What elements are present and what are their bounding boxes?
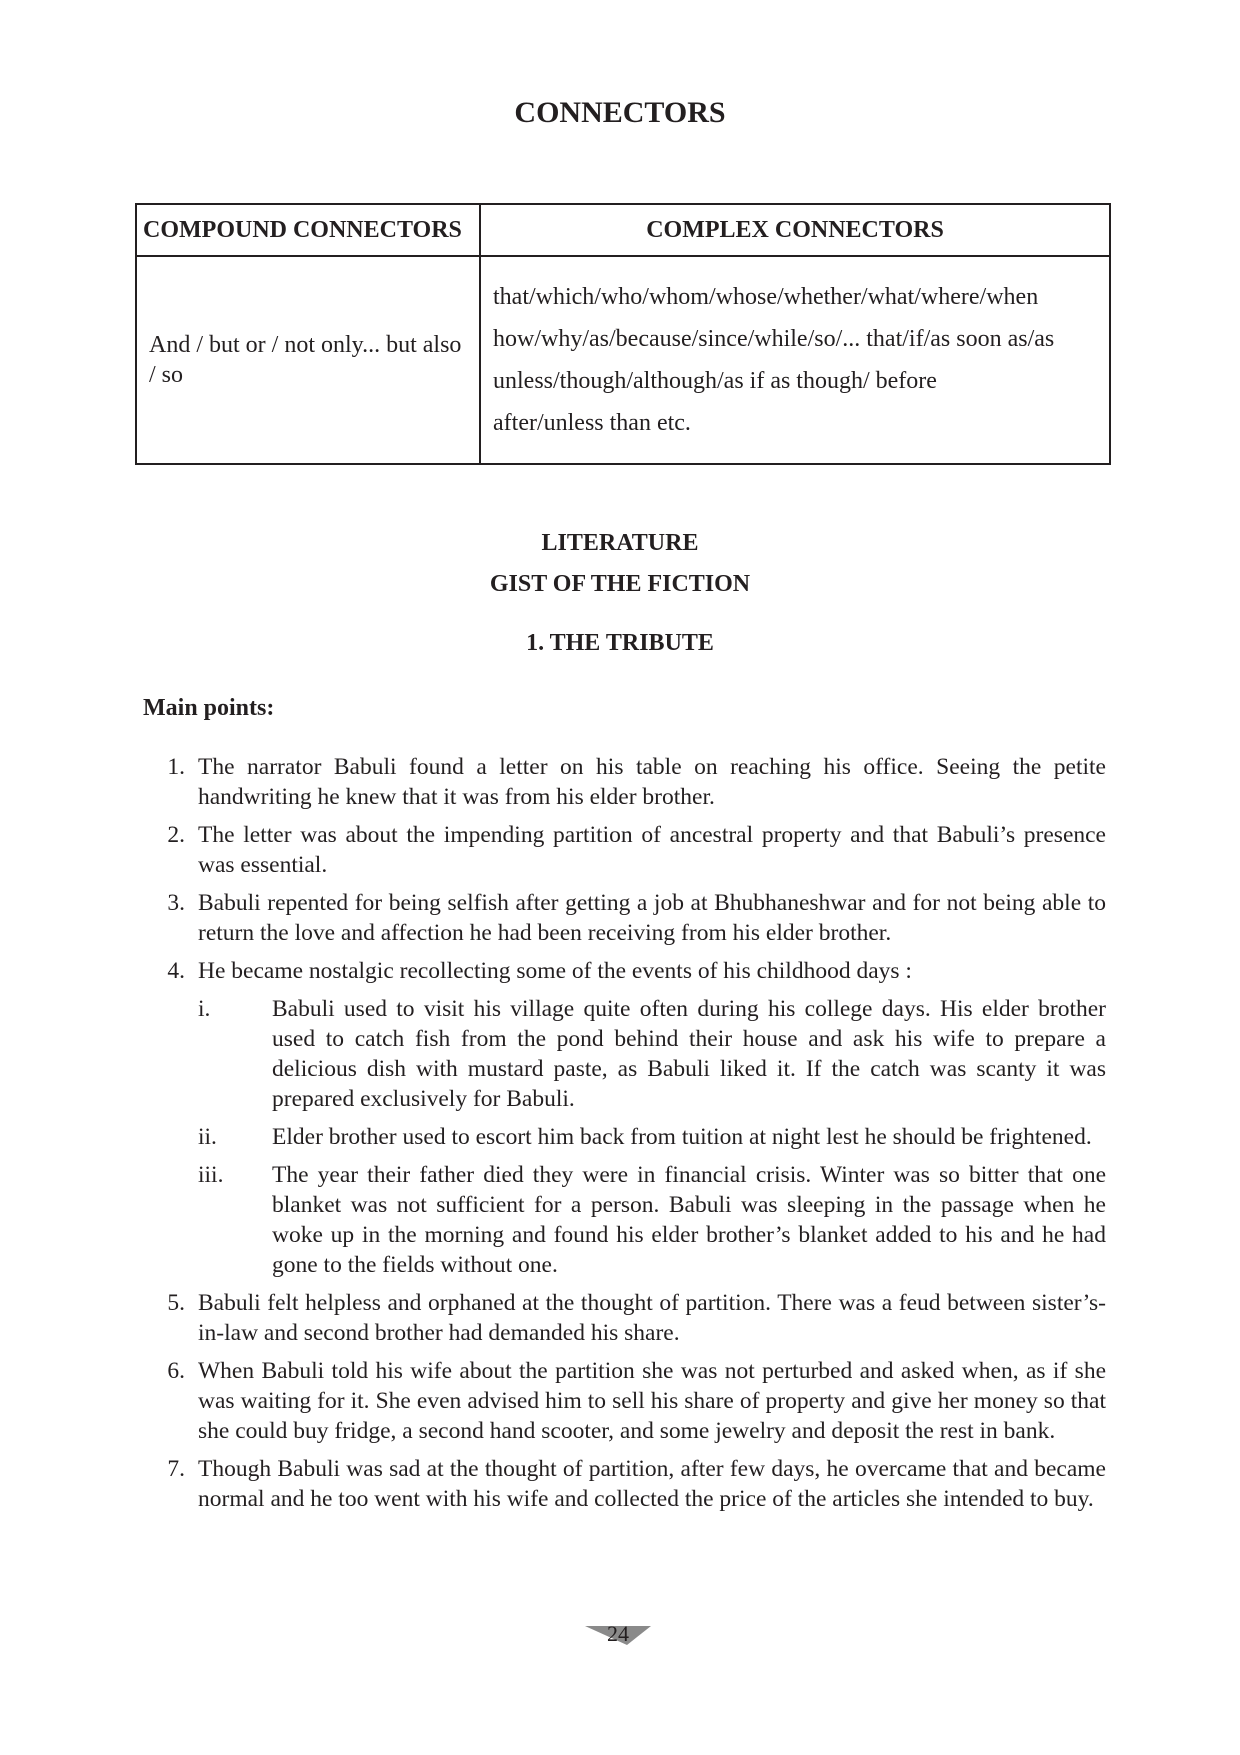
page-number-badge: [585, 1621, 651, 1646]
sub-list-item-number: ii.: [198, 1124, 217, 1150]
childhood-events-list: [198, 994, 1106, 1280]
list-item: [155, 1356, 1106, 1446]
main-points-list: [155, 752, 1106, 1522]
list-item-text: The narrator Babuli found a letter on his table on reaching his office. Seeing the petite handwriting he knew that it was from his elder brother.: [198, 754, 1106, 810]
page-number: 24: [607, 1621, 629, 1646]
list-item-text: Though Babuli was sad at the thought of partition, after few days, he overcame that and became normal and he too went with his wife and collected the price of the articles she intended to buy.: [198, 1456, 1106, 1512]
connectors-table: [135, 203, 1111, 465]
complex-connectors-line: after/unless than etc.: [493, 410, 691, 436]
list-item-number: 4.: [167, 958, 185, 984]
list-item-text: Babuli felt helpless and orphaned at the thought of partition. There was a feud between sister’s-in-law and second brother had demanded his share.: [198, 1290, 1106, 1346]
complex-connectors-line: unless/though/although/as if as though/ before: [493, 368, 937, 394]
list-item-number: 2.: [167, 822, 185, 848]
table-header-row: [136, 204, 1110, 256]
compound-connectors-header: COMPOUND CONNECTORS: [136, 204, 480, 256]
list-item: [155, 752, 1106, 812]
list-item-number: 7.: [167, 1456, 185, 1482]
complex-connectors-line: that/which/who/whom/whose/whether/what/where/when: [493, 284, 1039, 310]
list-item: [155, 820, 1106, 880]
main-points-label: Main points:: [143, 695, 275, 721]
list-item: [155, 1288, 1106, 1348]
sub-list-item-text: Babuli used to visit his village quite often during his college days. His elder brother used to catch fish from the pond behind their house and ask his wife to prepare a delicious dish with mustard paste, as Babuli liked it. If the catch was scanty it was prepared exclusively for Babuli.: [272, 996, 1106, 1112]
chapter-title: 1. THE TRIBUTE: [526, 630, 714, 656]
sub-list-item-number: i.: [198, 996, 211, 1022]
complex-connectors-cell: [480, 256, 1110, 464]
list-item-number: 1.: [167, 754, 185, 780]
section-heading-literature: LITERATURE: [541, 530, 699, 556]
list-item-number: 5.: [167, 1290, 185, 1316]
page-title: CONNECTORS: [514, 96, 726, 129]
sub-list-item-number: iii.: [198, 1162, 224, 1188]
list-item-number: 3.: [167, 890, 185, 916]
list-item: [155, 888, 1106, 948]
list-item-text: The letter was about the impending partition of ancestral property and that Babuli’s presence was essential.: [198, 822, 1106, 878]
sub-list-item-text: The year their father died they were in financial crisis. Winter was so bitter that one blanket was not sufficient for a person. Babuli was sleeping in the passage when he woke up in the morning and found his elder brother’s blanket added to his and he had gone to the fields without one.: [272, 1162, 1106, 1278]
list-item-text: He became nostalgic recollecting some of the events of his childhood days :: [198, 958, 912, 984]
sub-list-item: [198, 994, 1106, 1114]
table-row: [136, 256, 1110, 464]
section-heading-gist: GIST OF THE FICTION: [489, 571, 751, 597]
complex-connectors-header: COMPLEX CONNECTORS: [480, 204, 1110, 256]
list-item-text: Babuli repented for being selfish after getting a job at Bhubhaneshwar and for not being able to return the love and affection he had been receiving from his elder brother.: [198, 890, 1106, 946]
list-item: [155, 956, 1106, 1280]
sub-list-item-text: Elder brother used to escort him back from tuition at night lest he should be frightened.: [272, 1124, 1092, 1150]
list-item-number: 6.: [167, 1358, 185, 1384]
list-item: [155, 1454, 1106, 1514]
complex-connectors-line: how/why/as/because/since/while/so/... that/if/as soon as/as: [493, 326, 1055, 352]
compound-connectors-cell: And / but or / not only... but also / so: [136, 256, 480, 464]
list-item-text: When Babuli told his wife about the partition she was not perturbed and asked when, as if she was waiting for it. She even advised him to sell his share of property and give her money so that she could buy fridge, a second hand scooter, and some jewelry and deposit the rest in bank.: [198, 1358, 1106, 1444]
sub-list-item: [198, 1160, 1106, 1280]
sub-list-item: [198, 1122, 1106, 1152]
